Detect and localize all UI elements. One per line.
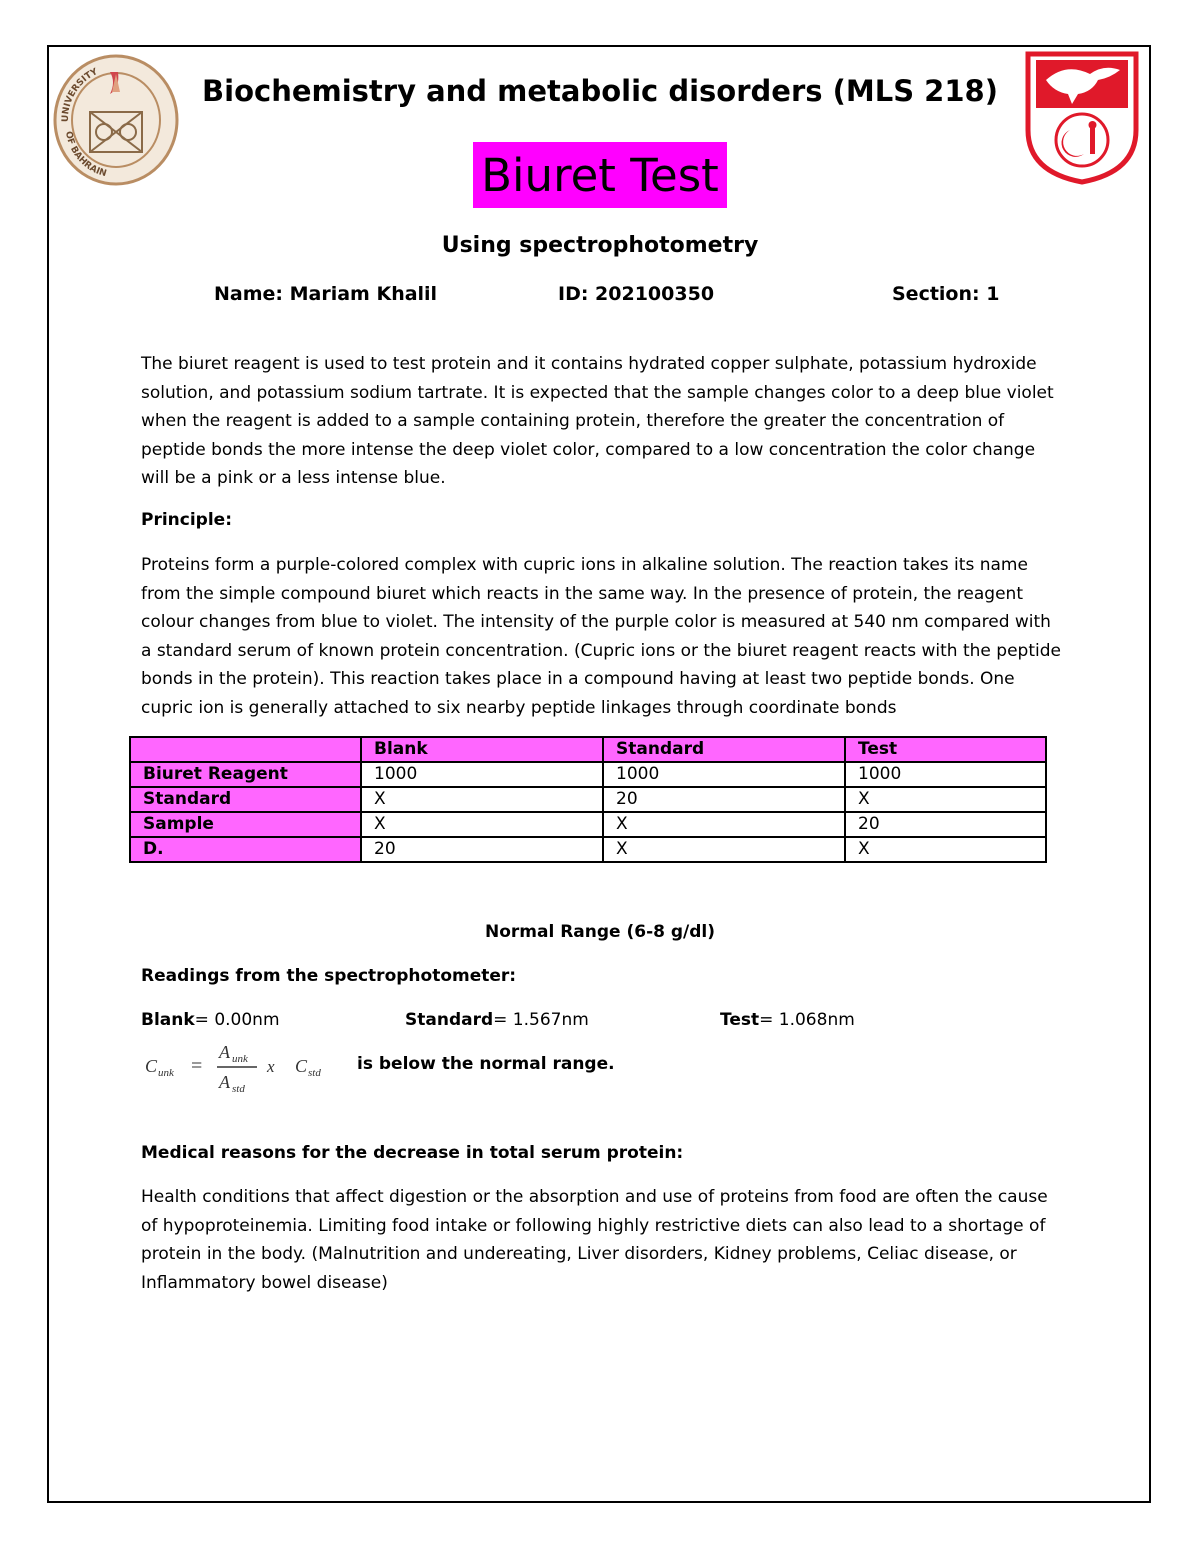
course-title: Biochemistry and metabolic disorders (MLS 218) [202,74,998,108]
table-row-label: D. [130,837,361,862]
formula-a-unk: A [219,1042,230,1062]
test-title-highlight [473,142,727,208]
reading-blank [141,1010,280,1030]
table-header-cell: Test [845,737,1046,762]
table-cell: X [603,812,845,837]
table-cell: X [845,837,1046,862]
table-cell: X [603,837,845,862]
formula-note: is below the normal range. [357,1054,615,1074]
formula-equals: = [191,1055,203,1077]
table-row [130,762,1046,787]
reagent-table [129,736,1047,863]
reading-test-value: = 1.068nm [759,1010,855,1030]
readings-heading: Readings from the spectrophotometer: [141,966,517,986]
table-row [130,837,1046,862]
formula-c-std: C [295,1056,308,1076]
svg-text:OF BAHRAIN: OF BAHRAIN [62,130,108,180]
formula-a-unk-sub: unk [232,1053,248,1065]
formula-times: x [267,1057,275,1076]
table-cell: 1000 [603,762,845,787]
formula-a-std-sub: std [232,1083,245,1095]
reading-standard [405,1010,589,1030]
reading-blank-value: = 0.00nm [194,1010,280,1030]
table-cell: X [361,812,603,837]
subtitle: Using spectrophotometry [441,233,759,258]
medical-paragraph: Health conditions that affect digestion or the absorption and use of proteins from food are often the cause of hypoproteinemia. Limiting food intake or following highly restrictive diets can also lead to a shortage of protein in the body. (Malnutrition and undereating, Liver disorders, Kidney problems, Celiac disease, or Inflammatory bowel disease) [141,1187,1048,1293]
reading-blank-label: Blank [141,1010,195,1030]
table-row-label: Sample [130,812,361,837]
table-cell: X [845,787,1046,812]
intro-paragraph: The biuret reagent is used to test protein and it contains hydrated copper sulphate, potassium hydroxide solution, and potassium sodium tartrate. It is expected that the sample changes color to a deep blue violet when the reagent is added to a sample containing protein, therefore the greater the concentration of peptide bonds the more intense the deep violet color, compared to a low concentration the color change will be a pink or a less intense blue. [141,354,1054,488]
table-header-row [130,737,1046,762]
reading-standard-value: = 1.567nm [493,1010,589,1030]
formula-c-unk: C [145,1056,158,1076]
table-cell: 20 [603,787,845,812]
table-row [130,812,1046,837]
table-header-cell: Blank [361,737,603,762]
table-cell: 20 [361,837,603,862]
table-cell: 20 [845,812,1046,837]
svg-text:UNIVERSITY: UNIVERSITY [60,67,100,123]
table-cell: 1000 [845,762,1046,787]
concentration-formula [143,1040,333,1098]
principle-paragraph: Proteins form a purple-colored complex with cupric ions in alkaline solution. The reaction takes its name from the simple compound biuret which reacts in the same way. In the presence of protein, the reagent colour changes from blue to violet. The intensity of the purple color is measured at 540 nm compared with a standard serum of known protein concentration. (Cupric ions or the biuret reagent reacts with the peptide bonds in the protein). This reaction takes place in a compound having at least two peptide bonds. One cupric ion is generally attached to six nearby peptide linkages through coordinate bonds [141,555,1061,718]
formula-c-std-sub: std [308,1067,321,1079]
medical-heading: Medical reasons for the decrease in total serum protein: [141,1143,684,1163]
university-of-bahrain-seal-icon [52,52,180,187]
table-cell: X [361,787,603,812]
table-row [130,787,1046,812]
formula-a-std: A [219,1072,230,1092]
reading-test [720,1010,855,1030]
table-header-cell: Standard [603,737,845,762]
table-cell: 1000 [361,762,603,787]
table-row-label: Standard [130,787,361,812]
student-section: Section: 1 [892,283,1000,305]
reading-standard-label: Standard [405,1010,494,1030]
normal-range: Normal Range (6-8 g/dl) [484,922,716,942]
reading-test-label: Test [720,1010,760,1030]
formula-c-unk-sub: unk [158,1067,174,1079]
student-name: Name: Mariam Khalil [214,283,438,305]
table-row-label: Biuret Reagent [130,762,361,787]
table-header-cell [130,737,361,762]
principle-heading: Principle: [141,510,233,530]
test-title: Biuret Test [481,148,719,202]
student-id: ID: 202100350 [558,283,715,305]
red-crescent-eagle-emblem-icon [1018,50,1146,186]
